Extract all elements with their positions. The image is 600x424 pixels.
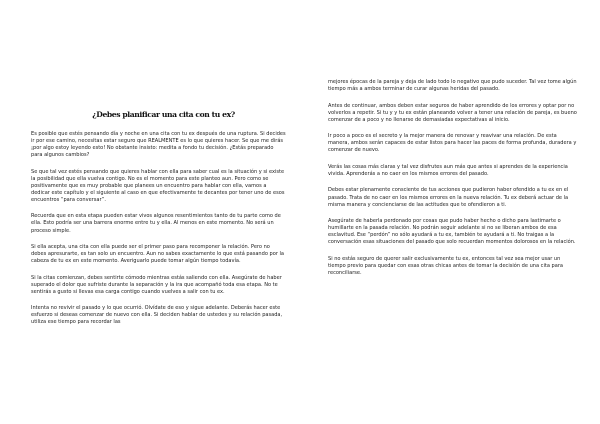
paragraph: Si la citas comienzan, debes sentirte cómodo mientras estás saliendo con ella. Asegúrate de haber superado el dolor que sufriste durante la separación y la ira que acompañó toda esa etapa. No te sentirás a gusto si llevas esa carga contigo cuando vuelves a salir con tu ex. [31, 274, 282, 295]
paragraph: Asegúrate de haberla perdonado por cosas que pudo haber hecho o dicho para lastimarte o humillarte en la pasada relación. No podrán seguir adelante si no se liberan ambos de esa esclavitud. Ese “perdón” no sólo ayudará a tu ex, también te ayudará a ti. No traigas a la conversación esas situaciones del pasado que solo recuerdan momentos dolorosos en la relación. [328, 218, 576, 246]
paragraph: Si no estás seguro de querer salir exclusivamente tu ex, entonces tal vez sea mejor usar un tiempo previo para quedar con esas otras chicas antes de tomar la decisión de una cita para reconciliarse. [328, 255, 563, 276]
paragraph: Antes de continuar, ambos deben estar seguros de haber aprendido de los errores y optar por no volverlos a repetir. Si tu y y tu ex están planeando volver a tener una relación de pareja, es bueno comenzar de a poco y no llenarse de demasiadas expectativas al inicio. [328, 102, 577, 123]
paragraph: Es posible que estés pensando día y noche en una cita con tu ex después de una ruptura. Si decides ir por ese camino, necesitas estar seguro que REALMENTE es lo que quieres hacer. Se que me dirás ¡por algo estoy leyendo esto! No obstante insisto: medita a fondo tu decisión. ¿Estás preparado para algunos cambios? [31, 131, 286, 159]
chapter-title: ¿Debes planificar una cita con tu ex? [92, 110, 235, 119]
paragraph: Debes estar plenamente consciente de tus acciones que pudieron haber ofendido a tu ex en el pasado. Trata de no caer en los mismos errores en la nueva relación. Tu ex deberá actuar de la misma manera y concienciarse de las actitudes que te ofendieron a ti. [328, 187, 569, 208]
paragraph: Si ella acepta, una cita con ella puede ser el primer paso para recomponer la relación. Pero no debes apresurarte, es tan solo un encuentro. Aun no sabes exactamente lo que está pasando por la cabeza de tu ex en este momento. Averiguarlo puede tomar algún tiempo todavía. [31, 244, 284, 265]
paragraph: Se que tal vez estés pensando que quieres hablar con ella para saber cual es la situación y si existe la posibilidad que ella vuelva contigo. No es el momento para este planteo aun. Pero como se positivamente que es muy probable que planees un encuentro para hablar con ella, vamos a dedicar este capítulo y el siguiente al caso en que efectivamente te decantes por tener uno de esos encuentros “para conversar”. [31, 168, 285, 203]
paragraph: Intenta no revivir el pasado y lo que ocurrió. Olvídate de eso y sigue adelante. Deberás hacer este esfuerzo si deseas comenzar de nuevo con ella. Si deciden hablar de ustedes y su relación pasada, utiliza ese tiempo para recordar las [31, 305, 283, 326]
paragraph: Recuerda que en esta etapa pueden estar vivos algunos resentimientos tanto de tu parte como de ella. Esto podría ser una barrera enorme entre tu y ella. Al menos en este momento. No será un proceso simple. [31, 213, 281, 234]
paragraph: Ir poco a poco es el secreto y la mejor manera de renovar y reavivar una relación. De esta manera, ambos serán capaces de estar listos para hacer las paces de forma profunda, duradera y comenzar de nuevo. [328, 133, 577, 154]
paragraph: Verás las cosas más claras y tal vez disfrutes aun más que antes si aprendes de la experiencia vivida. Aprenderás a no caer en los mismos errores del pasado. [328, 163, 568, 177]
right-page [300, 0, 600, 424]
paragraph: mejores épocas de la pareja y deja de lado todo lo negativo que pudo suceder. Tal vez tome algún tiempo más a ambos terminar de curar algunas heridas del pasado. [328, 79, 577, 93]
